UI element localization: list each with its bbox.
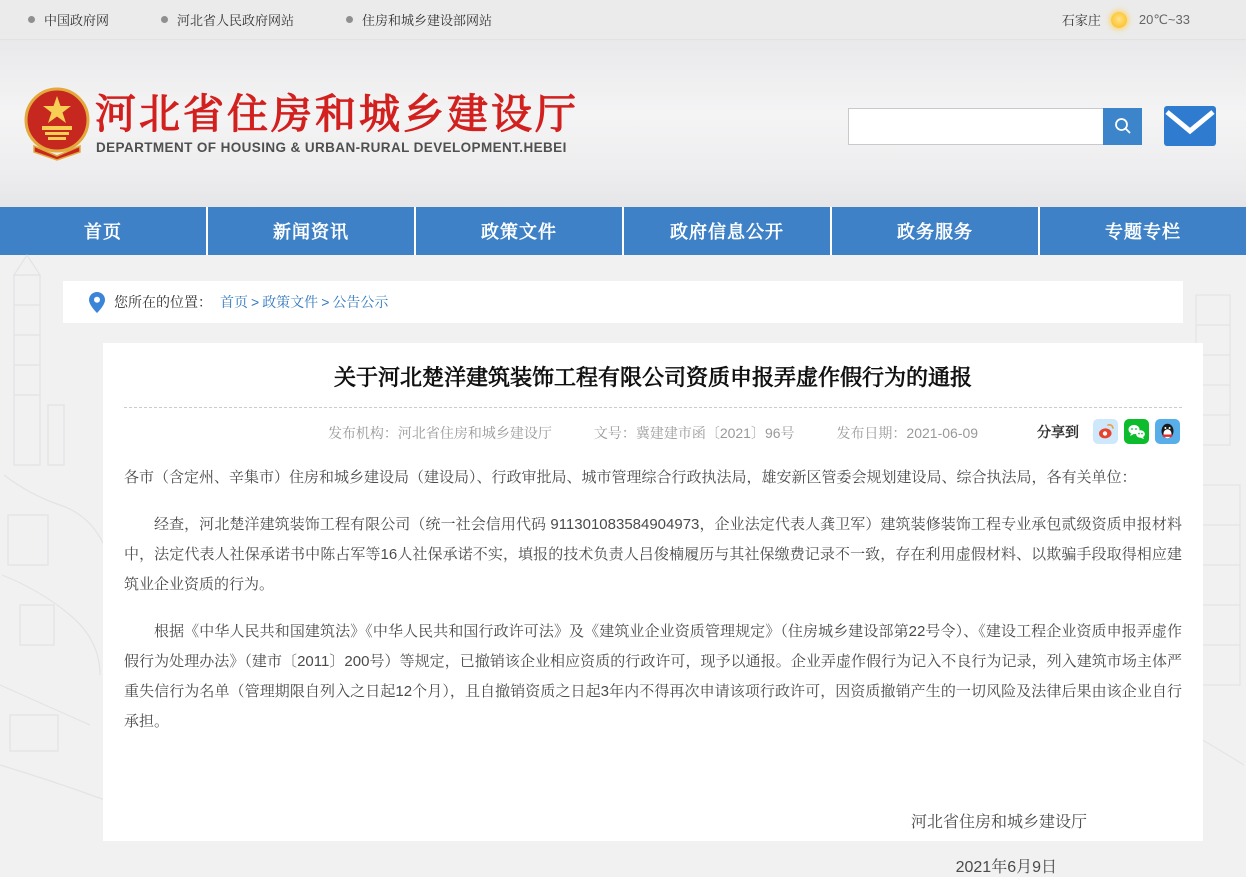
sun-icon [1111,12,1127,28]
weibo-share-icon[interactable] [1093,419,1118,444]
location-pin-icon [89,292,105,313]
site-header [0,40,1246,207]
paragraph: 根据《中华人民共和国建筑法》《中华人民共和国行政许可法》及《建筑业企业资质管理规定》（住房城乡建设部第22号令）、《建设工程企业资质申报弄虚作假行为处理办法》（建市〔2011〕200号）等规定，已撤销该企业相应资质的行政许可，现予以通报。企业弄虚作假行为记入不良行为记录，列入建筑市场主体严重失信行为名单（管理期限自列入之日起12个月），且自撤销资质之日起3年内不得再次申请该项行政许可，因资质撤销产生的一切风险及法律后果由该企业自行承担。 [124,623,1182,730]
bullet-icon [346,16,353,23]
nav-item-special[interactable]: 专题专栏 [1105,222,1181,242]
site-subtitle: DEPARTMENT OF HOUSING & URBAN-RURAL DEVELOPMENT.HEBEI [96,140,567,155]
breadcrumb-separator: > [321,294,330,310]
search-button[interactable] [1103,108,1142,145]
weather-widget [1062,10,1218,29]
topbar-link-hebei-gov[interactable] [161,10,294,29]
breadcrumb [63,281,1183,323]
topbar-link-label: 中国政府网 [44,13,110,28]
share-bar [1037,419,1180,444]
content-area [0,255,1246,876]
mail-icon[interactable] [1164,106,1216,146]
header-tools [848,106,1216,146]
meta-doc-number: 文号：冀建建市函〔2021〕96号 [593,425,795,441]
main-nav [0,207,1246,255]
top-utility-bar [0,0,1246,40]
topbar-link-mohurd[interactable] [346,10,492,29]
article-card [103,343,1203,876]
qq-share-icon[interactable] [1155,419,1180,444]
decorative-city-sketch-left [0,255,110,841]
article-title: 关于河北楚洋建筑装饰工程有限公司资质申报弄虚作假行为的通报 [124,343,1182,408]
topbar-link-gov-cn[interactable] [28,10,109,29]
signature-block [124,809,1182,877]
signature-date: 2021年6月9日 [955,859,1057,876]
meta-publish-date: 发布日期：2021-06-09 [836,425,979,441]
bullet-icon [161,16,168,23]
signature-agency: 河北省住房和城乡建设厅 [910,814,1087,831]
wechat-share-icon[interactable] [1124,419,1149,444]
nav-item-gov-info[interactable]: 政府信息公开 [624,207,832,255]
topbar-link-label: 河北省人民政府网站 [177,13,295,28]
topbar-link-label: 住房和城乡建设部网站 [362,13,493,28]
breadcrumb-link-policy[interactable]: 政策文件 [262,294,319,310]
national-emblem-logo [24,84,90,160]
share-label: 分享到 [1037,423,1079,440]
search-box [848,108,1142,145]
weather-temperature: 20℃~33 [1138,11,1190,27]
article-meta [124,408,1182,455]
paragraph: 经查，河北楚洋建筑装饰工程有限公司（统一社会信用代码 911301083584904973，企业法定代表人龚卫军）建筑装修装饰工程专业承包贰级资质申报材料中，法定代表人社保承诺书中陈占军等16人社保承诺不实，填报的技术负责人吕俊楠履历与其社保缴费记录不一致，存在利用虚假材料、以欺骗手段取得相应建筑业企业资质的行为。 [124,516,1182,593]
search-icon [1113,116,1133,136]
breadcrumb-separator: > [251,294,260,310]
weather-city: 石家庄 [1061,13,1101,28]
search-input[interactable] [848,108,1103,145]
nav-item-services[interactable]: 政务服务 [832,207,1040,255]
meta-agency: 发布机构：河北省住房和城乡建设厅 [327,425,552,441]
nav-item-policy[interactable]: 政策文件 [416,207,624,255]
site-title: 河北省住房和城乡建设厅 [95,91,579,137]
paragraph: 各市（含定州、辛集市）住房和城乡建设局（建设局）、行政审批局、城市管理综合行政执法局，雄安新区管委会规划建设局、综合执法局，各有关单位： [124,469,1137,486]
bullet-icon [28,16,35,23]
article-body [124,455,1182,737]
nav-item-home[interactable]: 首页 [0,207,208,255]
nav-item-news[interactable]: 新闻资讯 [208,207,416,255]
breadcrumb-link-announcements[interactable]: 公告公示 [332,294,389,310]
breadcrumb-link-home[interactable]: 首页 [220,294,248,310]
breadcrumb-label: 您所在的位置： [114,294,212,310]
